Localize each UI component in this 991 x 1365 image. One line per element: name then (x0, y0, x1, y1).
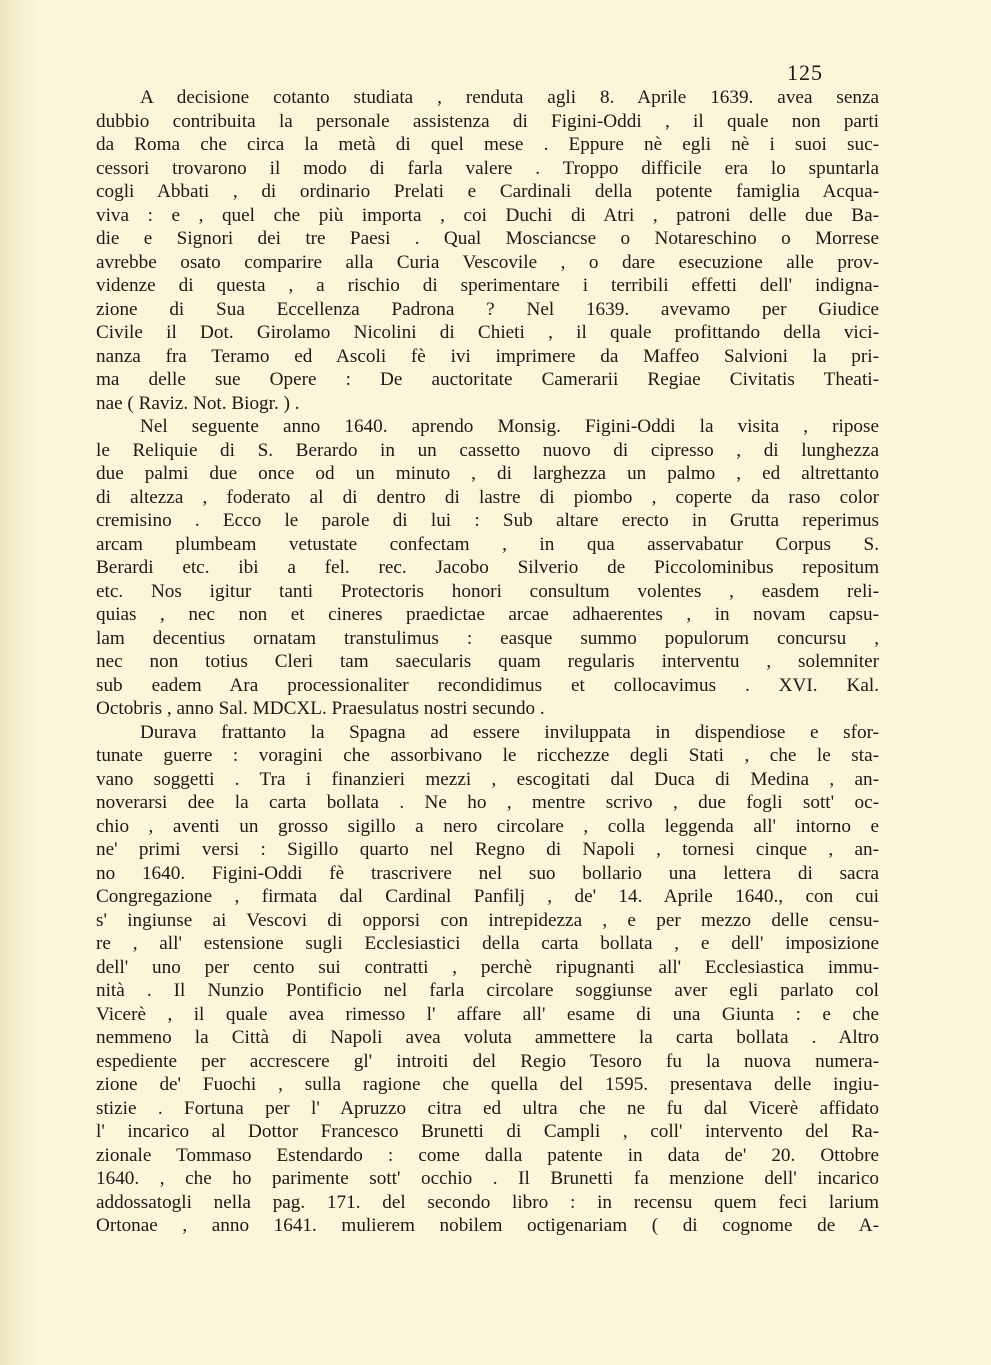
text-line: nanza fra Teramo ed Ascoli fè ivi imprimere da Maffeo Salvioni la pri- (96, 345, 879, 367)
text-line: ne' primi versi : Sigillo quarto nel Regno di Napoli , tornesi cinque , an- (96, 839, 879, 860)
text-line: die e Signori dei tre Paesi . Qual Mosciancse o Notareschino o Morrese (96, 228, 879, 249)
text-line: sub eadem Ara processionaliter recondidimus et collocavimus . XVI. Kal. (96, 674, 879, 696)
text-line: zione di Sua Eccellenza Padrona ? Nel 1639. avevamo per Giudice (96, 298, 879, 320)
text-line: 1640. , che ho parimente sott' occhio . Il Brunetti fa menzione dell' incarico (96, 1168, 879, 1189)
text-line: nec non totius Cleri tam saecularis quam regularis interventu , solemniter (96, 651, 879, 672)
text-line: Civile il Dot. Girolamo Nicolini di Chieti , il quale profittando della vici- (96, 322, 879, 343)
text-line: nae ( Raviz. Not. Biogr. ) . (96, 392, 300, 414)
text-line: dell' uno per cento sui contratti , perchè ripugnanti all' Ecclesiastica immu- (96, 956, 879, 978)
text-line: Ortonae , anno 1641. mulierem nobilem octigenariam ( di cognome de A- (96, 1215, 879, 1236)
text-line: zionale Tommaso Estendardo : come dalla patente in data de' 20. Ottobre (96, 1144, 879, 1166)
text-line: etc. Nos igitur tanti Protectoris honori consultum volentes , easdem reli- (96, 580, 879, 602)
page-number: 125 (787, 60, 823, 85)
text-line: videnze di questa , a rischio di sperimentare i terribili effetti dell' indigna- (96, 275, 879, 296)
text-line: stizie . Fortuna per l' Apruzzo citra ed ultra che ne fu dal Vicerè affidato (96, 1097, 879, 1119)
text-line: zione de' Fuochi , sulla ragione che quella del 1595. presentava delle ingiu- (96, 1074, 879, 1095)
text-line: di altezza , foderato al di dentro di lastre di piombo , coperte da raso color (96, 486, 879, 508)
text-line: Congregazione , firmata dal Cardinal Panfilj , de' 14. Aprile 1640., con cui (96, 886, 879, 907)
text-line: avrebbe osato comparire alla Curia Vescovile , o dare esecuzione alle prov- (96, 251, 879, 273)
text-line: cogli Abbati , di ordinario Prelati e Cardinali della potente famiglia Acqua- (96, 181, 879, 202)
text-line: da Roma che circa la metà di quel mese . Eppure nè egli nè i suoi suc- (96, 134, 879, 155)
text-line: cremisino . Ecco le parole di lui : Sub altare erecto in Grutta reperimus (96, 510, 879, 531)
text-line: Durava frattanto la Spagna ad essere inviluppata in dispendiose e sfor- (140, 721, 879, 743)
text-line: no 1640. Figini-Oddi fè trascrivere nel suo bollario una lettera di sacra (96, 862, 879, 884)
text-line: tunate guerre : voragini che assorbivano le ricchezze degli Stati , che le sta- (96, 745, 879, 766)
text-line: nemmeno la Città di Napoli avea voluta ammettere la carta bollata . Altro (96, 1027, 879, 1048)
text-line: re , all' estensione sugli Ecclesiastici della carta bollata , e dell' imposizione (96, 933, 879, 954)
text-line: quias , nec non et cineres praedictae arcae adhaerentes , in novam capsu- (96, 604, 879, 625)
body-text (96, 86, 879, 1238)
text-line: Octobris , anno Sal. MDCXL. Praesulatus nostri secundo . (96, 698, 545, 719)
text-line: cessori trovarono il modo di farla valere . Troppo difficile era lo spuntarla (96, 157, 879, 179)
text-line: lam decentius ornatam transtulimus : easque summo populorum concursu , (96, 627, 879, 649)
text-line: s' ingiunse ai Vescovi di opporsi con intrepidezza , e per mezzo delle censu- (96, 909, 879, 931)
text-line: addossatogli nella pag. 171. del secondo libro : in recensu quem feci larium (96, 1191, 879, 1213)
text-line: arcam plumbeam vetustate confectam , in qua asservabatur Corpus S. (96, 533, 879, 555)
text-line: espediente per accrescere gl' introiti del Regio Tesoro fu la nuova numera- (96, 1050, 879, 1072)
text-line: ma delle sue Opere : De auctoritate Camerarii Regiae Civitatis Theati- (96, 369, 879, 390)
text-line: chio , aventi un grosso sigillo a nero circolare , colla leggenda all' intorno e (96, 815, 879, 837)
text-line: l' incarico al Dottor Francesco Brunetti di Campli , coll' intervento del Ra- (96, 1121, 879, 1142)
text-line: Nel seguente anno 1640. aprendo Monsig. Figini-Oddi la visita , ripose (140, 416, 879, 437)
text-line: A decisione cotanto studiata , renduta agli 8. Aprile 1639. avea senza (140, 87, 879, 108)
text-line: Vicerè , il quale avea rimesso l' affare all' esame di una Giunta : e che (96, 1003, 879, 1025)
text-line: vano soggetti . Tra i finanzieri mezzi , escogitati dal Duca di Medina , an- (96, 768, 879, 790)
text-line: viva : e , quel che più importa , coi Duchi di Atri , patroni delle due Ba- (96, 204, 879, 226)
text-line: nità . Il Nunzio Pontificio nel farla circolare soggiunse aver egli parlato col (96, 980, 879, 1001)
text-line: Berardi etc. ibi a fel. rec. Jacobo Silverio de Piccolominibus repositum (96, 557, 879, 578)
text-line: noverarsi dee la carta bollata . Ne ho , mentre scrivo , due fogli sott' oc- (96, 792, 879, 813)
text-line: due palmi due once od un minuto , di larghezza un palmo , ed altrettanto (96, 463, 879, 484)
text-line: le Reliquie di S. Berardo in un cassetto nuovo di cipresso , di lunghezza (96, 439, 879, 461)
text-line: dubbio contribuita la personale assistenza di Figini-Oddi , il quale non parti (96, 110, 879, 132)
